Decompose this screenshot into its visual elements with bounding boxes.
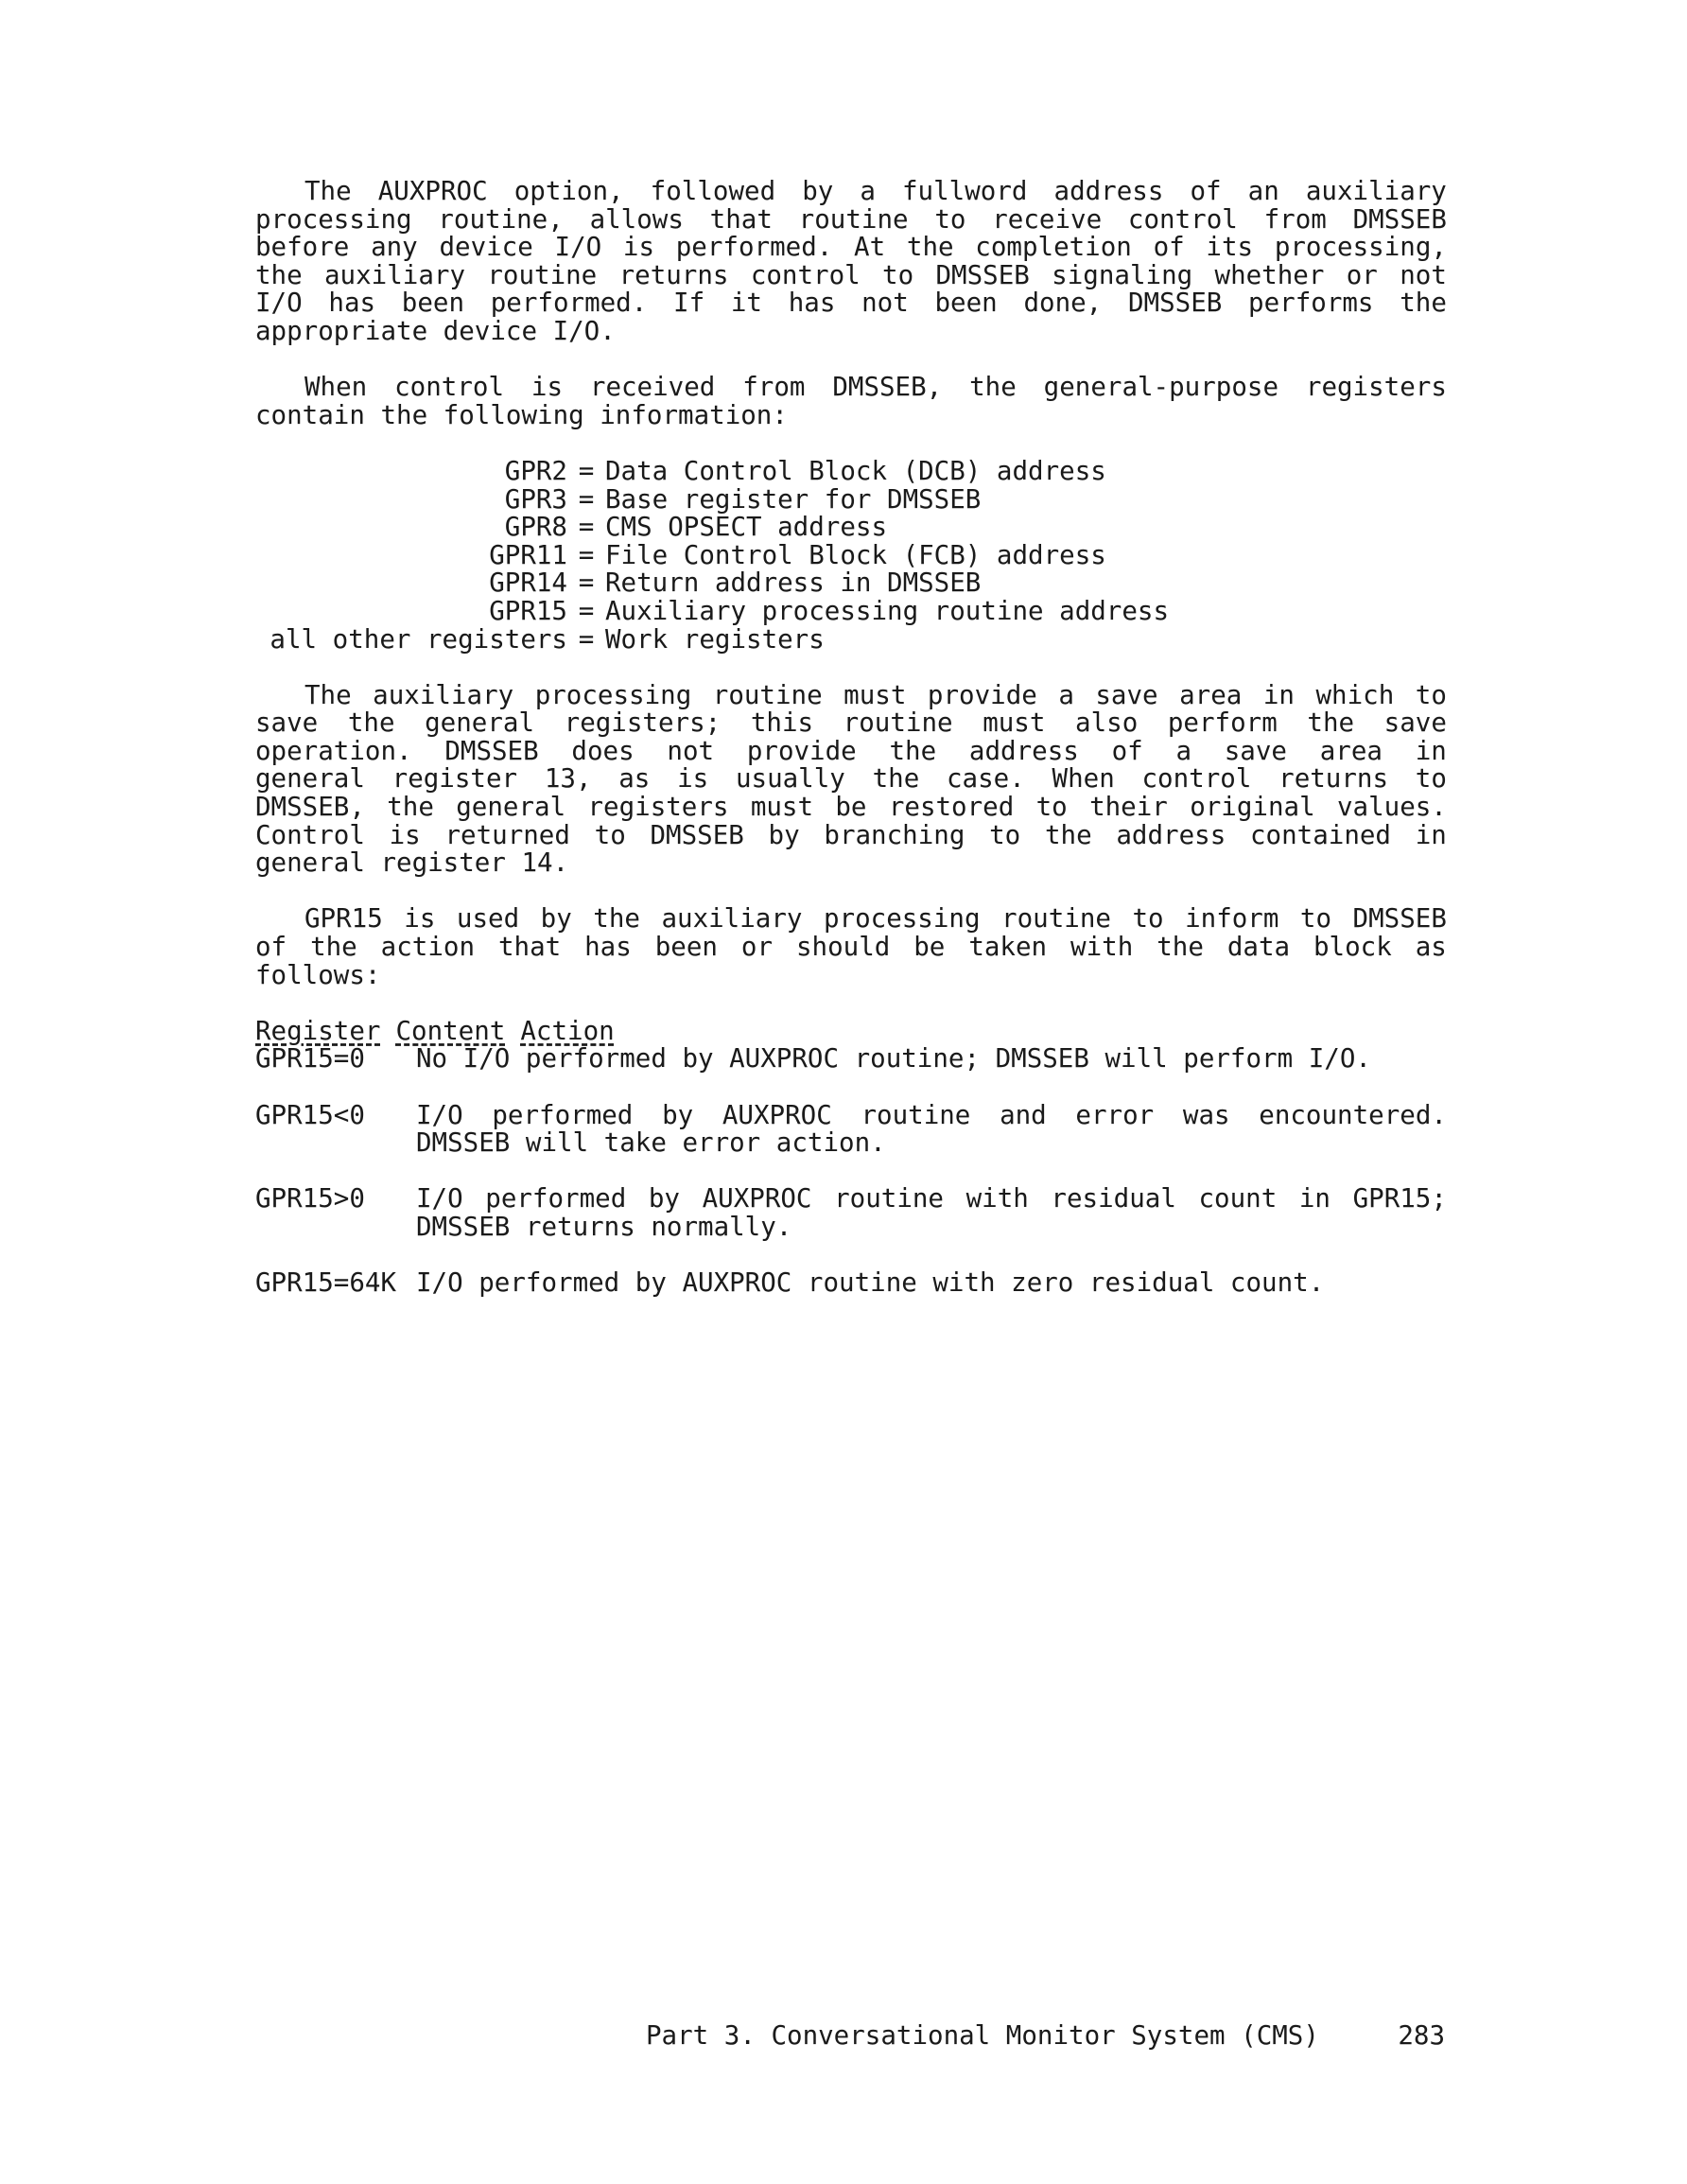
text-line: before any device I/O is performed. At the completion of its processing,: [255, 232, 1447, 263]
equals-sign: =: [578, 455, 595, 486]
equals-sign: =: [578, 623, 595, 655]
register-description: Base register for DMSSEB: [605, 483, 982, 515]
paragraph-gpr15-usage: [255, 905, 1447, 989]
register-row: [255, 514, 1447, 542]
body-text: [255, 178, 1447, 1325]
text-line: of the action that has been or should be taken with the data block as: [255, 932, 1447, 963]
action-text: [416, 1269, 1447, 1298]
column-header: Action: [520, 1015, 615, 1046]
equals-sign: =: [578, 568, 595, 599]
register-condition: GPR15<0: [255, 1099, 365, 1130]
table-row: [255, 1269, 1447, 1298]
register-row: [255, 455, 1447, 486]
page-number: 283: [1398, 2020, 1445, 2051]
register-name: GPR11: [489, 539, 567, 570]
column-header: Register: [255, 1015, 381, 1046]
register-name: GPR2: [504, 455, 567, 486]
text-line: save the general registers; this routine must also perform the save: [255, 708, 1447, 739]
action-text: [416, 1045, 1447, 1074]
paragraph-auxproc-option: [255, 178, 1447, 346]
register-row: [255, 539, 1447, 570]
equals-sign: =: [578, 595, 595, 626]
register-row: [255, 483, 1447, 515]
text-line: Control is returned to DMSSEB by branching to the address contained in: [255, 819, 1447, 850]
register-description: File Control Block (FCB) address: [605, 539, 1106, 570]
register-name: GPR8: [504, 512, 567, 543]
text-line: DMSSEB returns normally.: [416, 1211, 792, 1242]
text-line: the auxiliary routine returns control to DMSSEB signaling whether or not: [255, 259, 1447, 290]
text-line: operation. DMSSEB does not provide the address of a save area in: [255, 735, 1447, 766]
text-line: follows:: [255, 959, 381, 990]
register-content-table: [255, 1015, 1447, 1299]
table-row: [255, 1185, 1447, 1241]
page-footer: [646, 2022, 1445, 2051]
equals-sign: =: [578, 512, 595, 543]
register-row: [255, 569, 1447, 598]
text-line: DMSSEB will take error action.: [416, 1127, 886, 1159]
text-line: I/O performed by AUXPROC routine with residual count in GPR15;: [416, 1183, 1447, 1214]
register-name: GPR15: [489, 595, 567, 626]
register-description: Data Control Block (DCB) address: [605, 455, 1106, 486]
register-list: [255, 455, 1447, 655]
text-line: I/O performed by AUXPROC routine and error was encountered.: [416, 1099, 1447, 1130]
column-header: Content: [395, 1015, 506, 1046]
text-line: GPR15 is used by the auxiliary processing routine to inform to DMSSEB: [304, 903, 1447, 935]
register-name: GPR14: [489, 568, 567, 599]
paragraph-control-received: [255, 374, 1447, 429]
text-line: I/O has been performed. If it has not been done, DMSSEB performs the: [255, 288, 1447, 319]
text-line: appropriate device I/O.: [255, 315, 616, 346]
paragraph-save-area: [255, 679, 1447, 879]
register-condition: GPR15=64K: [255, 1267, 397, 1299]
register-row: [255, 623, 1447, 655]
table-row: [255, 1045, 1447, 1074]
register-name: all other registers: [270, 623, 567, 655]
register-condition: GPR15=0: [255, 1043, 365, 1075]
text-line: general register 14.: [255, 847, 569, 879]
action-text: [416, 1185, 1447, 1241]
table-header: [255, 1015, 1447, 1046]
register-name: GPR3: [504, 483, 567, 515]
text-line: No I/O performed by AUXPROC routine; DMSSEB will perform I/O.: [416, 1043, 1371, 1075]
text-line: When control is received from DMSSEB, the general-purpose registers: [304, 372, 1447, 403]
footer-title: Part 3. Conversational Monitor System (CMS): [646, 2020, 1319, 2051]
table-row: [255, 1099, 1447, 1159]
equals-sign: =: [578, 483, 595, 515]
text-line: The AUXPROC option, followed by a fullword address of an auxiliary: [304, 176, 1447, 206]
text-line: general register 13, as is usually the case. When control returns to: [255, 763, 1447, 795]
text-line: I/O performed by AUXPROC routine with zero residual count.: [416, 1267, 1325, 1299]
text-line: contain the following information:: [255, 399, 788, 430]
text-line: processing routine, allows that routine to receive control from DMSSEB: [255, 203, 1447, 235]
register-description: CMS OPSECT address: [605, 512, 888, 543]
register-description: Return address in DMSSEB: [605, 568, 982, 599]
register-description: Work registers: [605, 623, 825, 655]
equals-sign: =: [578, 539, 595, 570]
register-row: [255, 595, 1447, 626]
text-line: DMSSEB, the general registers must be restored to their original values.: [255, 792, 1447, 823]
action-text: [416, 1099, 1447, 1159]
text-line: The auxiliary processing routine must provide a save area in which to: [304, 679, 1447, 710]
register-condition: GPR15>0: [255, 1183, 365, 1214]
register-description: Auxiliary processing routine address: [605, 595, 1170, 626]
